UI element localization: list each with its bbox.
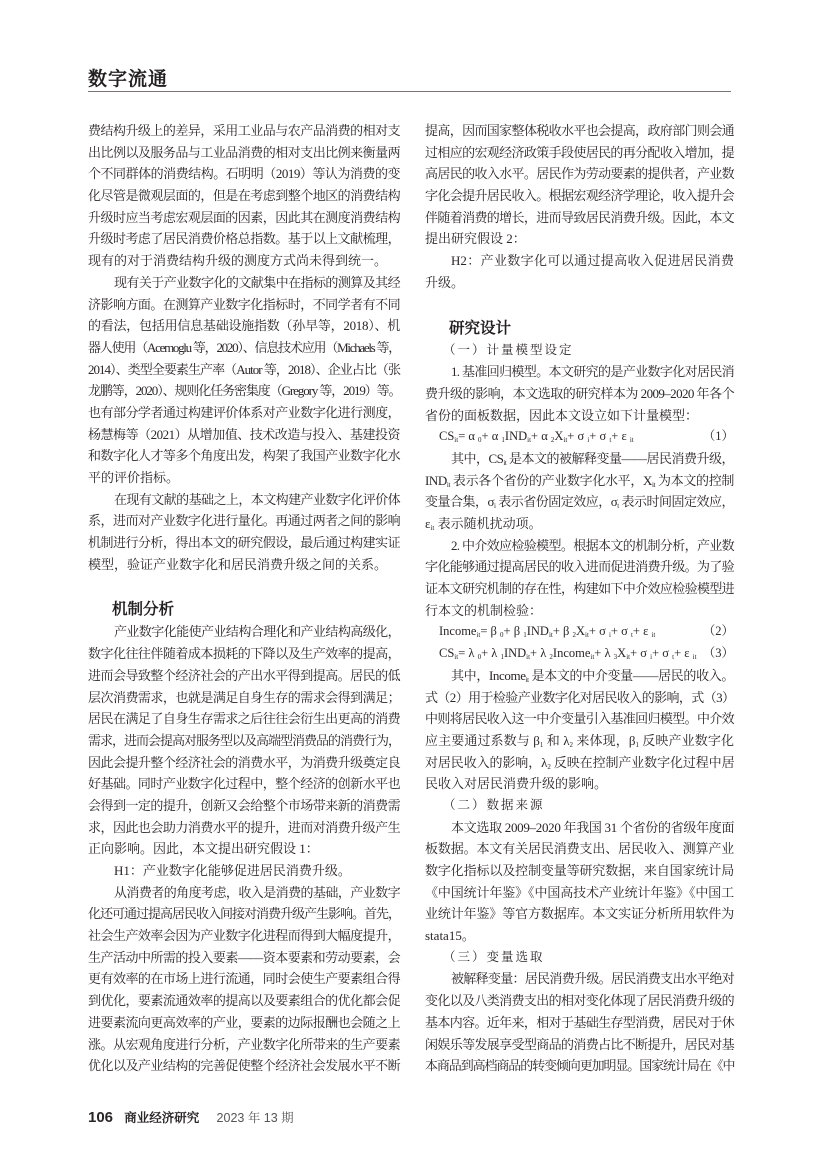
page-footer: [88, 1108, 294, 1126]
text-line: 伴随着消费的增长，进而导致居民消费升级。因此，本文: [425, 209, 734, 225]
text-line: 从消费者的角度考虑，收入是消费的基础，产业数字: [114, 884, 400, 900]
text-line: 式（2）用于检验产业数字化对居民收入的影响，式（3）: [425, 689, 735, 705]
text-line: 社会生产效率会因为产业数字化进程而得到大幅度提升，: [88, 928, 400, 944]
text-line: 的看法，包括用信息基础设施指数（孙早等，2018）、机: [88, 318, 400, 334]
text-line: 其中，$CS_{it}$ 是本文的被解释变量——居民消费升级，: [451, 450, 735, 467]
text-line: stata15。: [425, 928, 475, 944]
text-line: 杨慧梅等（2021）从增加值、技术改造与投入、基建投资: [88, 426, 400, 442]
equation-number: （1）: [702, 429, 734, 444]
equation-number: （2）: [702, 624, 734, 639]
subscript: i: [587, 436, 590, 445]
text-line: 变化以及八类消费支出的相对变化体现了居民消费升级的: [425, 993, 734, 1009]
text-line: 中则将居民收入这一中介变量引入基准回归模型。中介效: [425, 711, 734, 727]
subscript: 2: [547, 762, 551, 771]
paragraph: [88, 120, 400, 272]
subscript: t: [672, 653, 675, 662]
page-number: 106: [88, 1109, 114, 1126]
text-line: 求，因此也会助力消费水平的提升，进而对消费升级产生: [88, 819, 400, 835]
section-title: 数字流通: [88, 69, 169, 90]
subscript: it: [525, 675, 529, 684]
subscript: it: [446, 480, 450, 489]
text-line: 2014）、类型全要素生产率（Autor 等，2018）、企业占比（张: [88, 361, 400, 377]
subscript: it: [692, 653, 697, 662]
text-line: 产业数字化能使产业结构合理化和产业结构高级化，: [114, 624, 400, 640]
text-line: $\varepsilon_{it}$ 表示随机扰动项。: [425, 516, 542, 532]
subscript: 1: [635, 740, 639, 749]
text-line: 个不同群体的消费结构。石明明（2019）等认为消费的变: [88, 166, 400, 182]
paragraph: [425, 120, 734, 250]
paragraph: [425, 448, 734, 535]
section-heading: 研究设计: [449, 319, 512, 337]
subscript: 0: [477, 653, 482, 662]
text-line: 进要素流向更高效率的产业，要素的边际报酬也会随之上: [88, 1014, 400, 1030]
paragraph: [88, 621, 400, 860]
text-line: 提出研究假设 2：: [425, 231, 526, 247]
subscript: 1: [523, 631, 527, 640]
text-line: 业统计年鉴》等官方数据库。本文实证分析所用软件为: [425, 906, 734, 922]
subscript: it: [526, 653, 531, 662]
subscript: t: [630, 631, 633, 640]
subscript: 1: [501, 436, 505, 445]
text-line: 《中国统计年鉴》《中国高技术产业统计年鉴》《中国工: [425, 884, 734, 900]
text-line: 2. 中介效应检验模型。根据本文的机制分析，产业数: [451, 537, 734, 553]
equation-number: （3）: [702, 646, 734, 661]
left-column: [88, 120, 400, 1077]
text-line: 系，进而对产业数字化进行量化。再通过两者之间的影响: [88, 513, 400, 529]
subscript: 2: [569, 740, 574, 749]
equation-body: Income$_{it}$= β $_0$+ β $_1IND_{it}+ \beta$ $_2X_{it}+ \sigma$ $_i$+ σ $_t$+ ε $_{it}$: [439, 624, 656, 640]
text-line: H2：产业数字化可以通过提高收入促进居民消费: [451, 253, 734, 269]
text-line: 化还可通过提高居民收入间接对消费升级产生影响。首先，: [88, 906, 401, 922]
text-line: 基本内容。近年来，相对于基础生存型消费，居民对于休: [425, 1014, 734, 1030]
text-line: 好基础。同时产业数字化过程中，整个经济的创新水平也: [88, 776, 400, 792]
text-line: 在现有文献的基础之上，本文构建产业数字化评价体: [114, 491, 400, 507]
text-line: H1：产业数字化能够促进居民消费升级。: [114, 863, 351, 878]
subscript: it: [430, 524, 435, 532]
text-line: $IND_{it}$ 表示各个省份的产业数字化水平，$X_{it}$ 为本文的控制: [425, 472, 734, 489]
header-divider: [88, 91, 731, 92]
subscript: i: [650, 653, 653, 662]
text-line: 过相应的宏观经济政策手段使居民的再分配收入增加，提: [425, 144, 734, 160]
text-line: 更有效率的在市场上进行流通，同时会使生产要素组合得: [88, 971, 400, 987]
text-line: 也有部分学者通过构建评价体系对产业数字化进行测度，: [88, 404, 400, 420]
text-line: 居民在满足了自身生存需求之后往往会衍生出更高的消费: [88, 711, 400, 727]
subscript: 2: [549, 653, 553, 662]
text-line: 闲娱乐等发展享受型商品的消费占比不断提升，居民对基: [425, 1036, 734, 1052]
subscript: 0: [478, 436, 482, 445]
text-line: 数字化往往伴随着成本损耗的下降以及生产效率的提高，: [88, 646, 400, 662]
equation: [425, 621, 734, 643]
text-line: 因此会提升整个经济社会的消费水平，为消费升级奠定良: [88, 754, 400, 770]
paragraph: [425, 535, 734, 622]
text-line: 层次消费需求，也就是满足自身生存的需求会得到满足；: [88, 689, 400, 705]
subscript: it: [652, 480, 656, 489]
text-line: 现有关于产业数字化的文献集中在指标的测算及其经: [114, 274, 400, 290]
subscript: it: [563, 436, 568, 445]
text-line: 字化会提升居民收入。根据宏观经济学理论，收入提升会: [425, 188, 734, 204]
issue-label: 2023 年 13 期: [216, 1111, 294, 1125]
text-line: 模型，验证产业数字化和居民消费升级之间的关系。: [88, 556, 388, 572]
subscript: 2: [572, 631, 576, 640]
paragraph: [425, 817, 734, 947]
text-line: 省份的面板数据，因此本文设立如下计量模型：: [425, 407, 699, 423]
subscript: 1: [539, 740, 544, 749]
equation-body: $CS_{it}= \lambda$ $_0$+ λ $_1IND_{it}+ \lambda$ $_2$Income$_{it}$+ λ $_3X_{it}+ \sigma$ $_i$+ σ $_t$+ ε $_{it}$: [439, 646, 697, 662]
text-line: 对居民收入的影响，$\lambda_2$ 反映在控制产业数字化过程中居: [425, 754, 735, 771]
equation: [425, 426, 734, 448]
subscript: it: [503, 458, 507, 467]
subsection-heading: （二）数据来源: [443, 797, 545, 812]
text-line: 到优化，要素流通效率的提高以及要素组合的优化都会促: [88, 993, 400, 1009]
text-line: 费升级的影响，本文选取的研究样本为 2009–2020 年各个: [425, 385, 734, 401]
equation-body: $CS_{it}= \alpha$ $_0$+ α $_1IND_{it}+ \alpha$ $_2X_{it}+ \sigma$ $_i$+ σ $_t$+ ε $_{it}$: [439, 429, 634, 445]
paragraph: [88, 272, 400, 489]
subscript: it: [651, 631, 656, 640]
text-line: 现有的对于消费结构升级的测度方式尚未得到统一。: [88, 253, 388, 269]
text-line: 机制进行分析，得出本文的研究假设，最后通过构建实证: [88, 535, 400, 551]
subscript: i: [608, 631, 611, 640]
equation: [425, 643, 734, 665]
text-line: 平的评价指标。: [88, 470, 180, 485]
subscript: i: [494, 502, 496, 511]
paragraph: [425, 361, 734, 426]
text-line: 本商品到高档商品的转变倾向更加明显。国家统计局在《中: [425, 1058, 735, 1074]
text-line: 龙鹏等，2020）、规则化任务密集度（Gregory 等，2019）等。: [88, 383, 401, 399]
text-line: 优化以及产业结构的完善促使整个经济社会发展水平不断: [88, 1058, 400, 1074]
paragraph: [88, 489, 400, 576]
journal-name: 商业经济研究: [124, 1111, 200, 1125]
subscript: it: [454, 436, 459, 445]
subscript: it: [585, 631, 589, 640]
text-line: 和数字化人才等多个角度出发，构架了我国产业数字化水: [88, 448, 400, 464]
subscript: it: [626, 653, 631, 662]
text-line: 出比例以及服务品与工业品消费的相对支出比例来衡量两: [88, 144, 400, 160]
text-line: 器人使用（Acemoglu 等，2020）、信息技术应用（Michaels 等，: [88, 339, 400, 355]
text-line: 板数据。本文有关居民消费支出、居民收入、测算产业: [425, 841, 734, 857]
text-line: 升级。: [425, 274, 465, 290]
text-line: 升级时应当考虑宏观层面的因素，因此其在测度消费结构: [88, 209, 400, 225]
text-line: 费结构升级上的差异，采用工业品与农产品消费的相对支: [88, 123, 400, 138]
paragraph: [425, 665, 734, 795]
text-line: 应主要通过系数与 $\beta_1$ 和 $\lambda_2$ 来体现，$\beta_1$ 反映产业数字化: [425, 732, 734, 749]
text-line: 证本文研究机制的存在性，构建如下中介效应检验模型进: [425, 581, 734, 597]
text-line: 正向影响。因此，本文提出研究假设 1：: [88, 841, 319, 857]
text-line: 其中，Income$_{it}$ 是本文的中介变量——居民的收入。: [451, 667, 734, 684]
subscript: 2: [550, 436, 555, 445]
subsection-heading: （三）变量选取: [443, 949, 545, 964]
text-line: 数字化指标以及控制变量等研究数据，来自国家统计局: [425, 863, 734, 878]
paragraph: [425, 250, 734, 293]
text-line: 行本文的机制检验：: [425, 602, 543, 618]
text-line: 字化能够通过提高居民的收入进而促进消费升级。为了验: [425, 559, 734, 575]
subscript: 0: [500, 631, 504, 640]
text-line: 变量合集，$\sigma_i$ 表示省份固定效应，$\sigma_t$ 表示时间固定效应，: [425, 494, 734, 511]
text-line: 涨。从宏观角度进行分析，产业数字化所带来的生产要素: [88, 1036, 400, 1052]
paragraph: [88, 882, 400, 1077]
subscript: t: [609, 436, 612, 445]
subsection-heading: （一）计量模型设定: [443, 342, 574, 357]
text-line: 济影响方面。在测算产业数字化指标时，不同学者有不同: [88, 296, 400, 312]
subscript: it: [629, 436, 634, 445]
text-line: 生产活动中所需的投入要素——资本要素和劳动要素，会: [88, 949, 400, 965]
text-line: 需求，进而会提高对服务型以及高端型消费品的消费行为，: [88, 732, 401, 748]
text-line: 进而会导致整个经济社会的产出水平得到提高。居民的低: [88, 667, 400, 683]
subscript: 1: [500, 653, 504, 662]
text-line: 1. 基准回归模型。本文研究的是产业数字化对居民消: [451, 364, 734, 380]
text-line: 提高，因而国家整体税收水平也会提高，政府部门则会通: [425, 123, 734, 138]
paragraph: [425, 968, 734, 1076]
text-line: 高居民的收入水平。居民作为劳动要素的提供者，产业数: [425, 166, 734, 182]
subscript: it: [548, 631, 553, 640]
text-line: 民收入对居民消费升级的影响。: [425, 776, 608, 792]
subscript: it: [527, 436, 532, 445]
text-line: 被解释变量：居民消费升级。居民消费支出水平绝对: [451, 971, 734, 987]
text-line: 升级时考虑了居民消费价格总指数。基于以上文献梳理，: [88, 231, 400, 247]
paragraph: [88, 860, 400, 882]
section-heading: 机制分析: [112, 601, 175, 619]
subscript: it: [590, 653, 595, 662]
text-line: 化尽管是微观层面的，但是在考虑到整个地区的消费结构: [88, 188, 400, 204]
right-column: [425, 120, 734, 1077]
subscript: t: [617, 502, 619, 511]
text-line: 本文选取 2009–2020 年我国 31 个省份的省级年度面: [451, 819, 735, 835]
text-line: 会得到一定的提升，创新又会给整个市场带来新的消费需: [88, 797, 400, 813]
subscript: it: [476, 631, 481, 640]
subscript: 3: [613, 653, 618, 662]
subscript: it: [454, 653, 459, 662]
